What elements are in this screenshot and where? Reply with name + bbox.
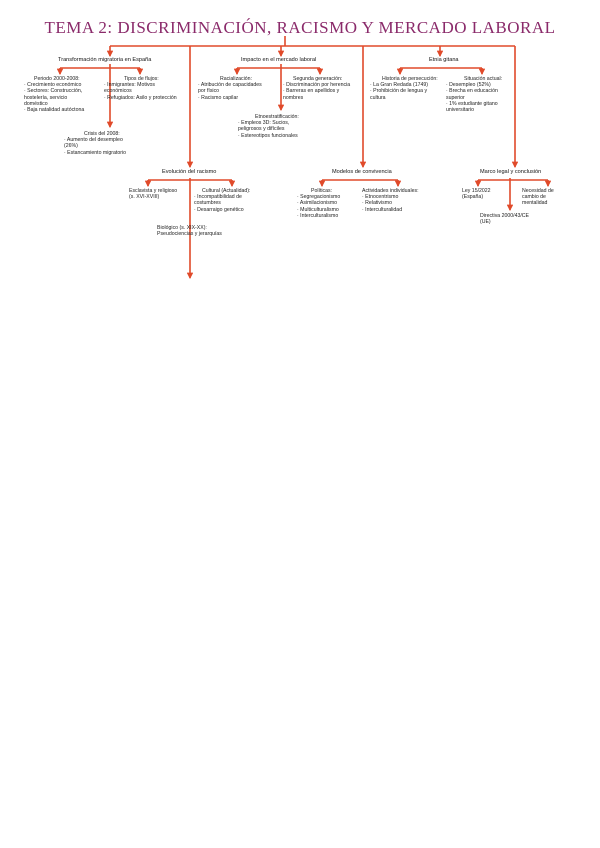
periodo-item: · Baja natalidad autóctona (24, 107, 85, 114)
block-situacion (446, 76, 502, 113)
block-biologico (157, 225, 222, 237)
ley-item: (España) (462, 194, 484, 201)
block-etnoestratificacion (238, 114, 299, 139)
historia-heading: Historia de persecución: (382, 76, 438, 82)
node-transformacion: Transformación migratoria en España (58, 57, 152, 63)
node-marco: Marco legal y conclusión (480, 169, 542, 175)
situacion-item: · Desempleo (52%) (446, 82, 491, 89)
periodo-item: · Sectores: Construcción, (24, 88, 83, 95)
block-racializacion (198, 76, 262, 101)
page-title: TEMA 2: DISCRIMINACIÓN, RACISMO Y MERCADO LABORAL (44, 18, 556, 37)
situacion-heading: Situación actual: (464, 76, 503, 82)
cultural-item: · Desarraigo genético (194, 206, 244, 213)
situacion-item: · Brecha en educación (446, 88, 498, 95)
tipos-item: · Inmigrantes: Motivos (104, 82, 156, 89)
node-modelos: Modelos de convivencia (332, 169, 392, 175)
block-periodo (24, 76, 84, 113)
tipos-item: económicos (104, 88, 132, 95)
block-cultural (194, 188, 250, 213)
ley-heading: Ley 15/2022 (462, 188, 491, 194)
directiva-item: (UE) (480, 219, 491, 226)
segunda-heading: Segunda generación: (293, 76, 343, 82)
politicas-item: · Asimilacionismo (297, 200, 338, 207)
block-necesidad (522, 188, 554, 207)
racializacion-item: · Racismo capilar (198, 94, 239, 101)
segunda-item: · Barreras en apellidos y (283, 88, 340, 95)
actividades-item: · Interculturalidad (362, 206, 403, 213)
block-ley (462, 188, 491, 200)
esclavista-heading: Esclavista y religioso (129, 188, 178, 194)
segunda-item: · Discriminación por herencia (283, 82, 351, 89)
directiva-heading: Directiva 2000/43/CE (480, 213, 530, 219)
crisis-heading: Crisis del 2008: (84, 131, 120, 137)
racializacion-item: · Atribución de capacidades (198, 82, 262, 89)
crisis-item: · Estancamiento migratorio (64, 149, 126, 156)
biologico-item: Pseudociencias y jerarquías (157, 231, 222, 238)
etnoestratificacion-item: · Estereotipos funcionales (238, 132, 298, 139)
crisis-item: (26%) (64, 143, 78, 150)
biologico-heading: Biológico (s. XIX-XX): (157, 225, 207, 231)
cultural-item: · Incompatibilidad de (194, 194, 242, 201)
actividades-item: · Relativismo (362, 200, 392, 207)
block-tipos (104, 76, 177, 101)
periodo-item: · Crecimiento económico (24, 82, 82, 89)
etnoestratificacion-item: peligrosos y difíciles (238, 126, 285, 133)
historia-item: · La Gran Redada (1749) (370, 82, 428, 89)
tipos-item: · Refugiados: Asilo y protección (104, 94, 177, 101)
block-historia (370, 76, 438, 101)
politicas-item: · Multiculturalismo (297, 206, 339, 213)
block-segunda (283, 76, 350, 101)
segunda-item: nombres (283, 94, 304, 101)
historia-item: cultura (370, 94, 386, 101)
block-actividades (362, 188, 419, 213)
politicas-item: · Segregacionismo (297, 194, 341, 201)
etnoestratificacion-item: · Empleos 3D: Sucios, (238, 120, 290, 127)
situacion-item: universitario (446, 107, 474, 114)
actividades-heading: Actividades individuales: (362, 188, 419, 194)
node-impacto: Impacto en el mercado laboral (241, 57, 317, 63)
esclavista-item: (s. XVI-XVIII) (129, 194, 160, 201)
necesidad-item: cambio de (522, 194, 546, 201)
situacion-item: superior (446, 94, 465, 101)
necesidad-item: mentalidad (522, 200, 548, 207)
racializacion-item: por físico (198, 88, 220, 95)
block-crisis (64, 131, 126, 156)
node-evolucion: Evolución del racismo (162, 169, 217, 175)
crisis-item: · Aumento del desempleo (64, 137, 123, 144)
tipos-heading: Tipos de flujos: (124, 76, 159, 82)
actividades-item: · Etnocentrismo (362, 194, 399, 201)
block-esclavista (129, 188, 177, 200)
politicas-item: · Interculturalismo (297, 212, 339, 219)
block-directiva (480, 213, 529, 225)
historia-item: · Prohibición de lengua y (370, 88, 428, 95)
periodo-heading: Periodo 2000-2008: (34, 76, 80, 82)
necesidad-heading: Necesidad de (522, 188, 554, 194)
periodo-item: hostelería, servicio (24, 94, 68, 101)
etnoestratificacion-heading: Etnoestratificación: (255, 114, 299, 120)
node-etnia: Etnia gitana (429, 57, 459, 63)
periodo-item: doméstico (24, 100, 48, 107)
cultural-heading: Cultural (Actualidad): (202, 188, 251, 194)
cultural-item: costumbres (194, 200, 221, 207)
politicas-heading: Políticas: (311, 188, 333, 194)
racializacion-heading: Racialización: (220, 76, 253, 82)
block-politicas (297, 188, 340, 219)
situacion-item: · 1% estudiante gitano (446, 100, 498, 107)
